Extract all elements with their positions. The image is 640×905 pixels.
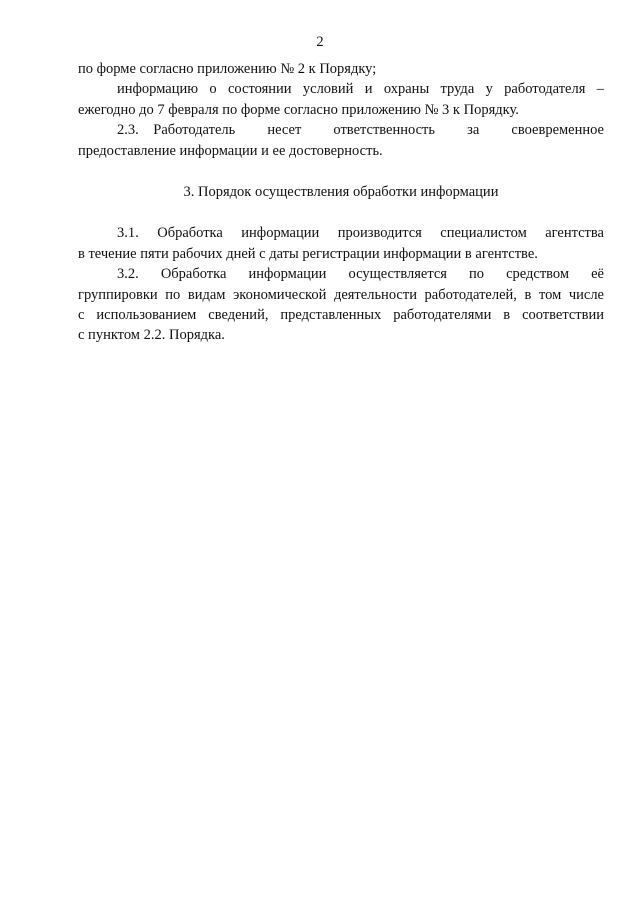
text-line: ежегодно до 7 февраля по форме согласно приложению № 3 к Порядку. bbox=[78, 101, 519, 118]
paragraph-3-2-grouping bbox=[78, 264, 604, 346]
section-heading: 3. Порядок осуществления обработки информации bbox=[183, 184, 499, 201]
text-line: по форме согласно приложению № 2 к Порядку; bbox=[78, 61, 377, 77]
page-number: 2 bbox=[316, 34, 324, 50]
text-line: 3.2. Обработка информации осуществляется по средством её bbox=[117, 266, 604, 283]
text-line: 2.3. Работодатель несет ответственность за своевременное bbox=[117, 122, 604, 139]
paragraph-labor-safety-info bbox=[78, 79, 604, 120]
paragraph-form-appendix-2 bbox=[78, 59, 604, 79]
paragraph-3-1-processing bbox=[78, 223, 604, 264]
text-line: с пунктом 2.2. Порядка. bbox=[78, 327, 225, 344]
text-line: в течение пяти рабочих дней с даты регистрации информации в агентстве. bbox=[78, 245, 538, 262]
text-line: группировки по видам экономической деятельности работодателей, в том числе bbox=[78, 286, 604, 303]
text-line: с использованием сведений, представленных работодателями в соответствии bbox=[78, 307, 604, 324]
paragraph-2-3-responsibility bbox=[78, 120, 604, 161]
text-line: информацию о состоянии условий и охраны труда у работодателя – bbox=[117, 81, 604, 98]
text-line: предоставление информации и ее достоверность. bbox=[78, 142, 383, 159]
text-line: 3.1. Обработка информации производится специалистом агентства bbox=[117, 225, 604, 242]
document-body bbox=[78, 59, 604, 346]
